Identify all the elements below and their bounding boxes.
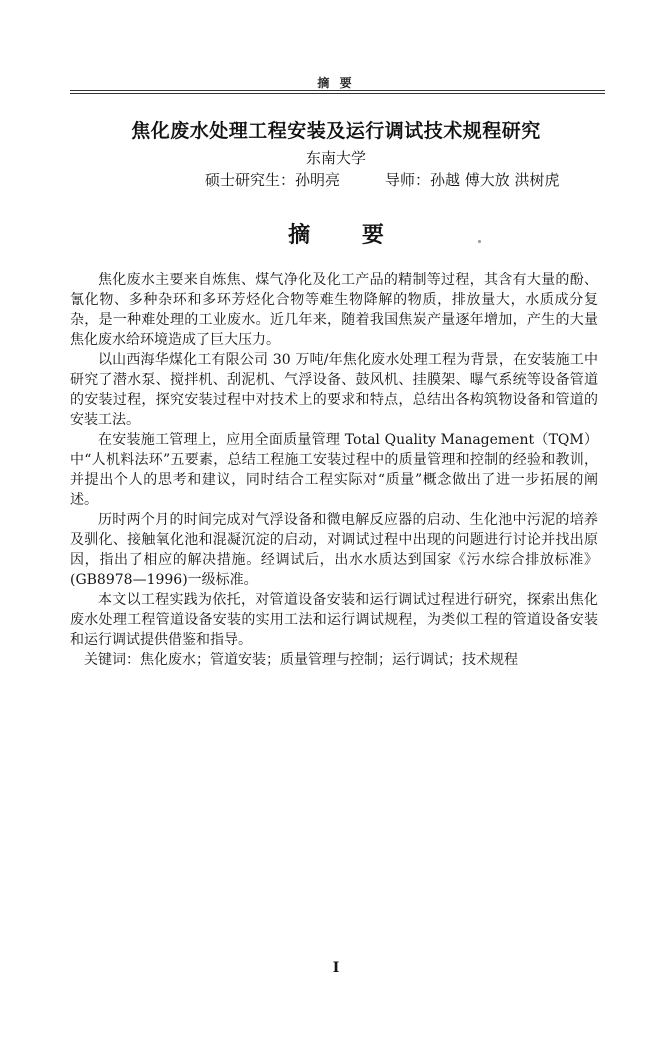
abstract-body [70,270,598,670]
abstract-heading: 摘 要 [288,222,406,248]
advisor-names: 导师：孙越 傅大放 洪树虎 [385,171,560,189]
university-name: 东南大学 [305,149,366,167]
scan-speck [478,240,481,243]
student-name: 硕士研究生：孙明亮 [205,171,341,189]
header-rule-bottom [70,93,605,94]
abstract-paragraph: 本文以工程实践为依托，对管道设备安装和运行调试过程进行研究，探索出焦化废水处理工程管道设备安装的实用工法和运行调试规程，为类似工程的管道设备安装和运行调试提供借鉴和指导。 [70,592,598,648]
paper-title: 焦化废水处理工程安装及运行调试技术规程研究 [131,120,541,142]
page-number: I [332,960,340,976]
author-line [205,169,560,190]
abstract-paragraph: 焦化废水主要来自炼焦、煤气净化及化工产品的精制等过程，其含有大量的酚、氰化物、多种杂环和多环芳烃化合物等难生物降解的物质，排放量大，水质成分复杂，是一种难处理的工业废水。近几年来，随着我国焦炭产量逐年增加，产生的大量焦化废水给环境造成了巨大压力。 [70,272,598,348]
keywords-line: 关键词：焦化废水；管道安装；质量管理与控制；运行调试；技术规程 [84,652,518,668]
abstract-paragraph: 历时两个月的时间完成对气浮设备和微电解反应器的启动、生化池中污泥的培养及驯化、接触氧化池和混凝沉淀的启动，对调试过程中出现的问题进行讨论并找出原因，指出了相应的解决措施。经调试后，出水水质达到国家《污水综合排放标准》(GB8978—1996)一级标准。 [70,512,598,588]
abstract-paragraph: 以山西海华煤化工有限公司 30 万吨/年焦化废水处理工程为背景，在安装施工中研究了潜水泵、搅拌机、刮泥机、气浮设备、鼓风机、挂膜架、曝气系统等设备管道的安装过程，探究安装过程中对技术上的要求和特点，总结出各构筑物设备和管道的安装工法。 [70,352,598,428]
running-header: 摘 要 [317,76,355,90]
header-rule-top [70,90,605,91]
abstract-paragraph: 在安装施工管理上，应用全面质量管理 Total Quality Management（TQM）中“人机料法环”五要素，总结工程施工安装过程中的质量管理和控制的经验和教训，并提出个人的思考和建议，同时结合工程实际对“质量”概念做出了进一步拓展的阐述。 [70,432,598,508]
